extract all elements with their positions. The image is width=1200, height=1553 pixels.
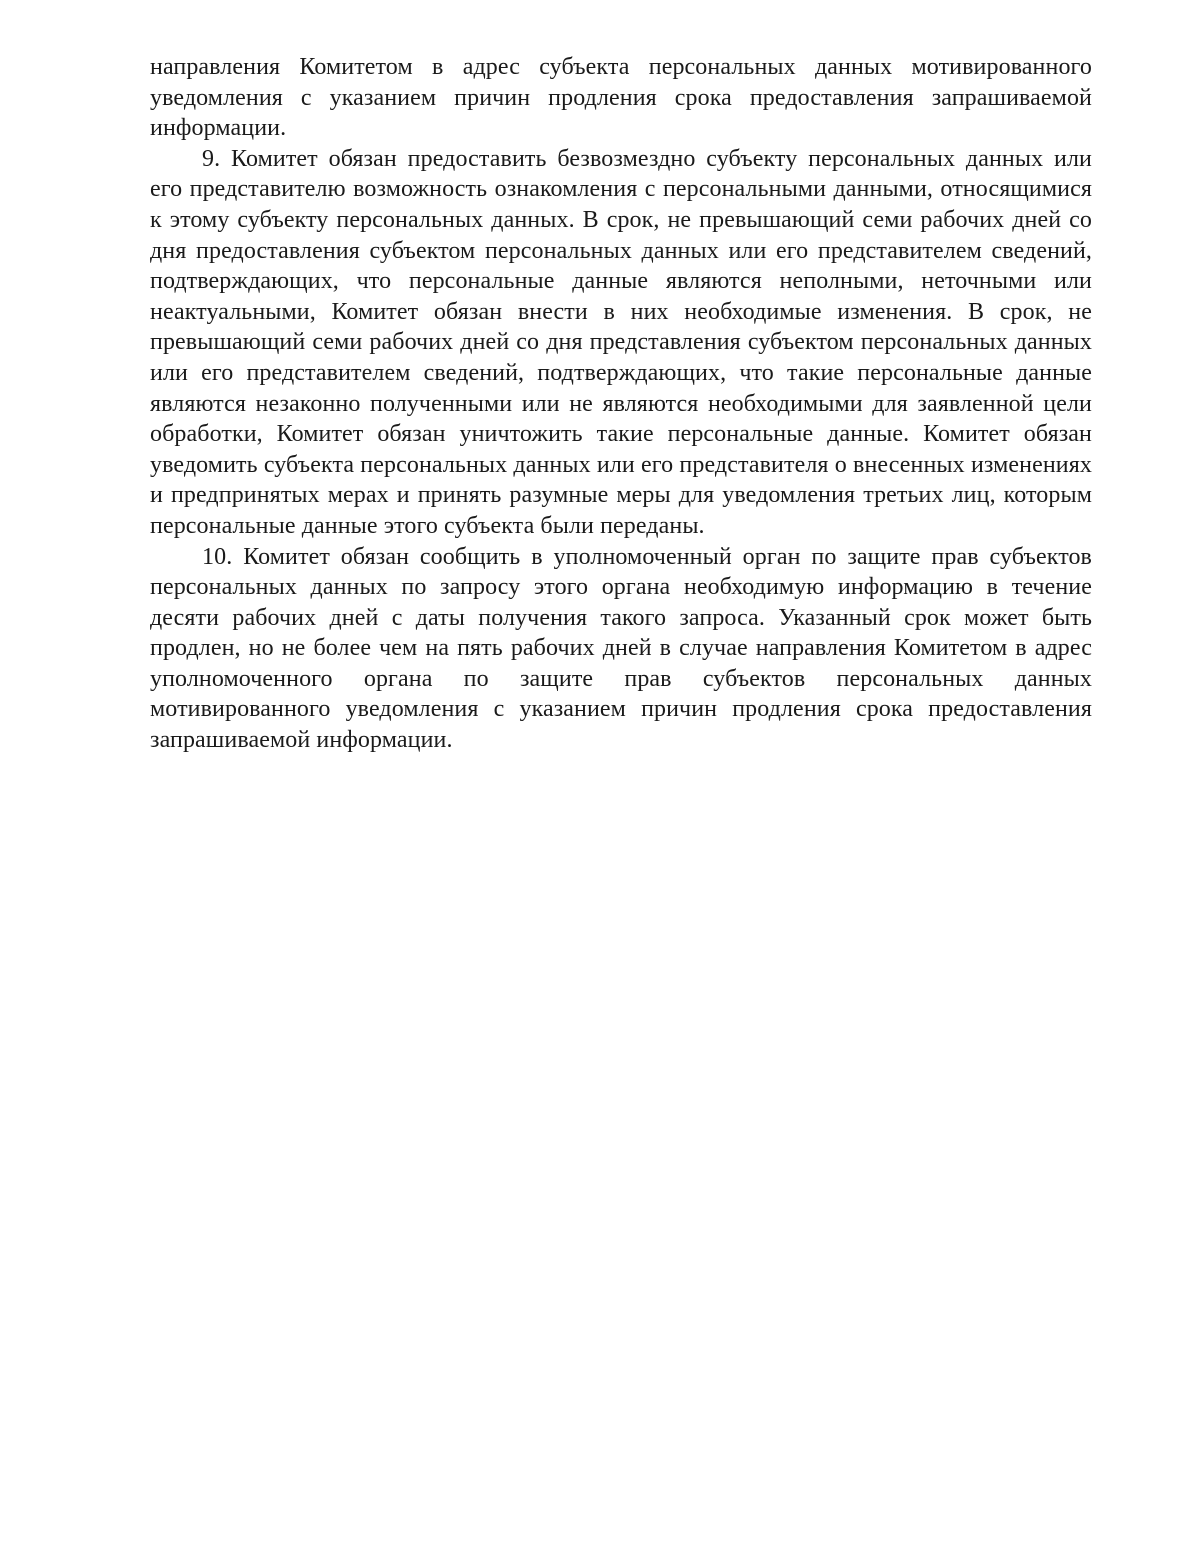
paragraph-item-10: 10. Комитет обязан сообщить в уполномоченный орган по защите прав субъектов персональных данных по запросу этого органа необходимую информацию в течение десяти рабочих дней с даты получения такого запроса. Указанный срок может быть продлен, но не более чем на пять рабочих дней в случае направления Комитетом в адрес уполномоченного органа по защите прав субъектов персональных данных мотивированного уведомления с указанием причин продления срока предоставления запрашиваемой информации. bbox=[150, 543, 1092, 754]
paragraph-continuation: направления Комитетом в адрес субъекта персональных данных мотивированного уведомления с указанием причин продления срока предоставления запрашиваемой информации. bbox=[150, 54, 1092, 142]
document-body bbox=[150, 52, 1092, 756]
paragraph-item-9: 9. Комитет обязан предоставить безвозмездно субъекту персональных данных или его представителю возможность ознакомления с персональными данными, относящимися к этому субъекту персональных данных. В срок, не превышающий семи рабочих дней со дня предоставления субъектом персональных данных или его представителем сведений, подтверждающих, что персональные данные являются неполными, неточными или неактуальными, Комитет обязан внести в них необходимые изменения. В срок, не превышающий семи рабочих дней со дня представления субъектом персональных данных или его представителем сведений, подтверждающих, что такие персональные данные являются незаконно полученными или не являются необходимыми для заявленной цели обработки, Комитет обязан уничтожить такие персональные данные. Комитет обязан уведомить субъекта персональных данных или его представителя о внесенных изменениях и предпринятых мерах и принять разумные меры для уведомления третьих лиц, которым персональные данные этого субъекта были переданы. bbox=[150, 145, 1092, 539]
